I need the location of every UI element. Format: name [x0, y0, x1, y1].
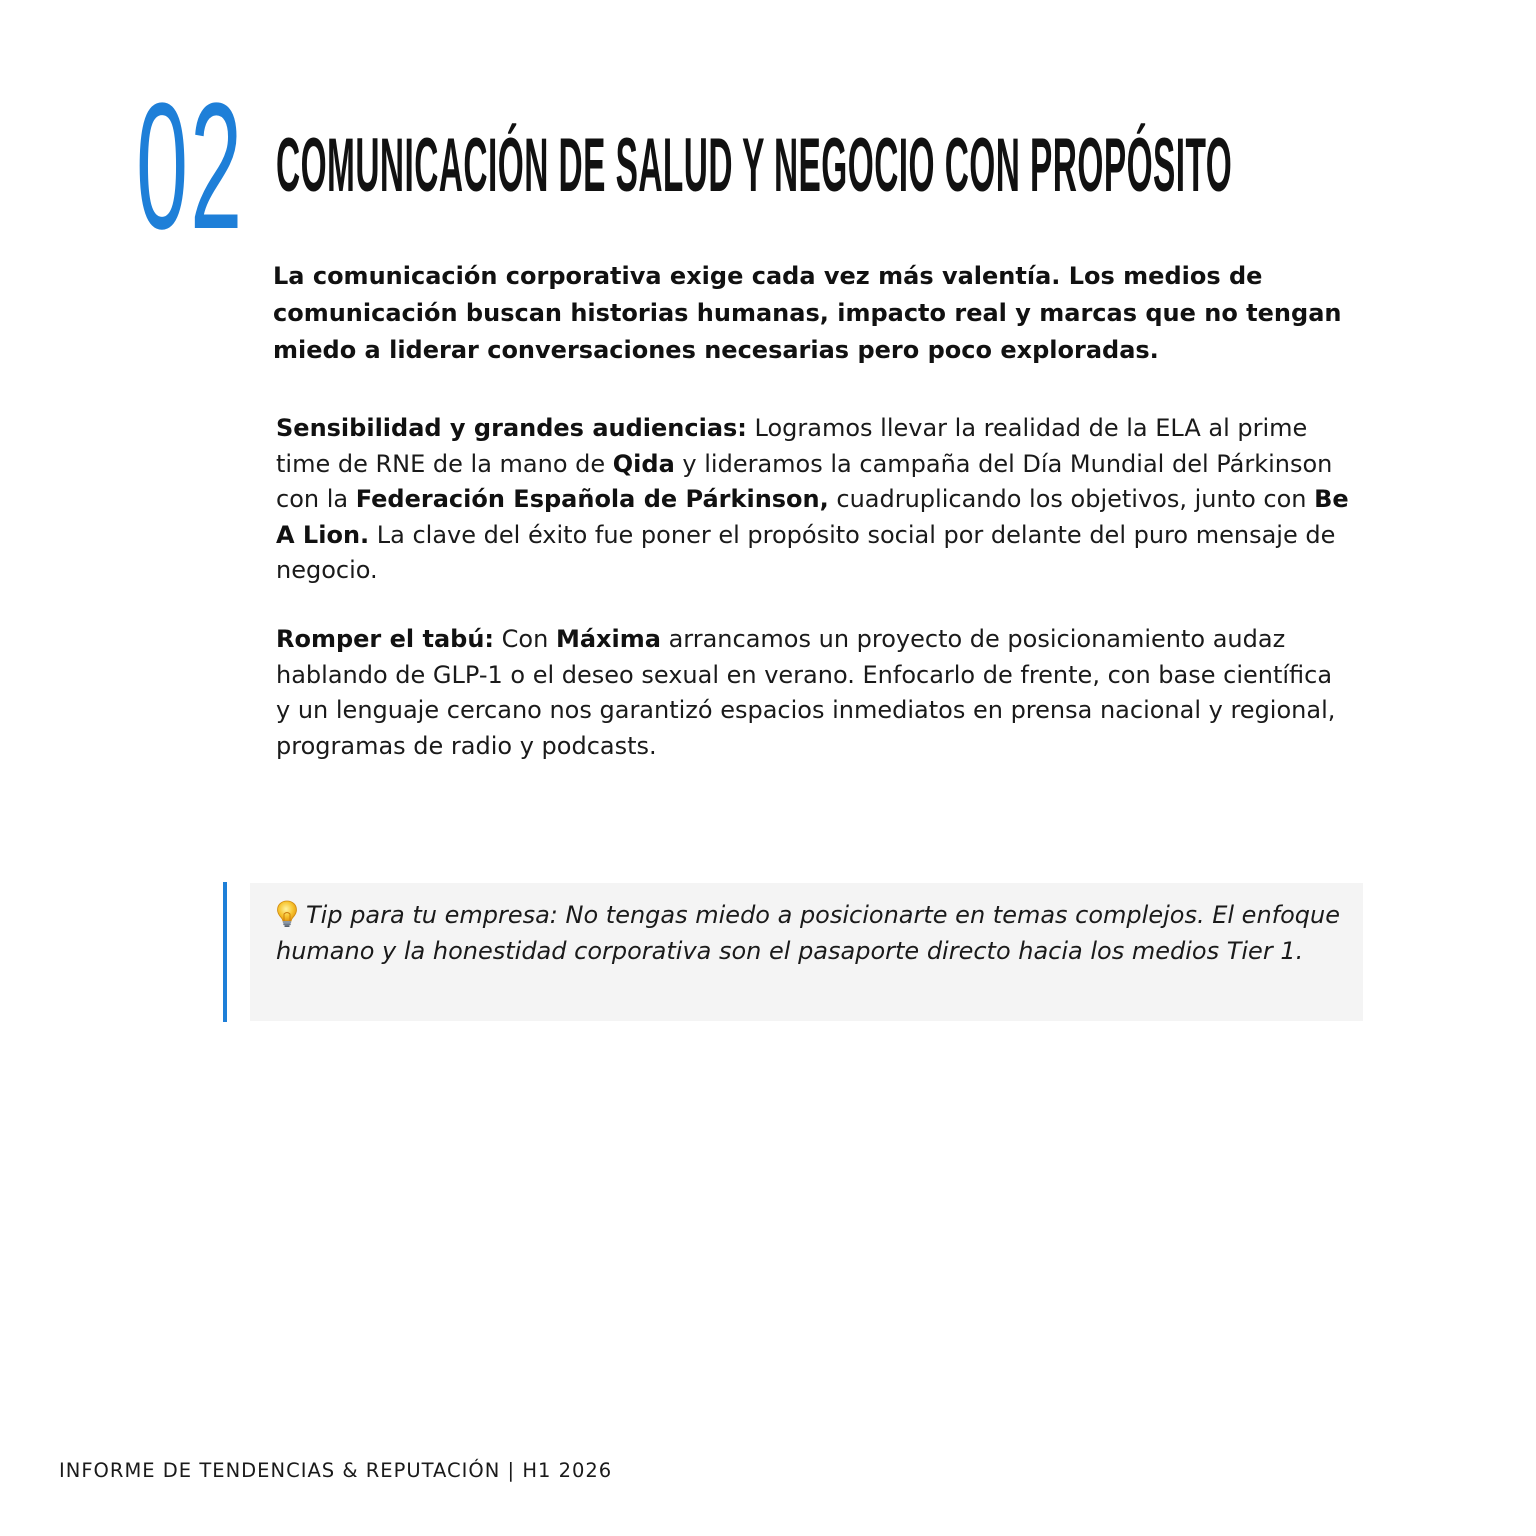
brand-be-a-lion: Be A Lion. — [276, 485, 1349, 549]
paragraph-text: Logramos llevar la realidad de la ELA al prime time de RNE de la mano de — [276, 414, 1308, 478]
section-title: COMUNICACIÓN DE SALUD Y NEGOCIO CON PROPÓSITO — [276, 123, 1233, 208]
tip-accent-bar — [223, 882, 227, 1022]
paragraph-text: arrancamos un proyecto de posicionamiento audaz hablando de GLP-1 o el deseo sexual en verano. Enfocarlo de frente, con base científica y un lenguaje cercano nos garantizó espacios inmediatos en prensa nacional y regional, programas de radio y podcasts. — [276, 625, 1336, 760]
footer-report-label: INFORME DE TENDENCIAS & REPUTACIÓN | H1 2026 — [59, 1459, 613, 1482]
paragraph-heading: Romper el tabú: — [276, 625, 495, 653]
paragraph-text: La clave del éxito fue poner el propósito social por delante del puro mensaje de negocio. — [276, 520, 1336, 584]
section-number: 02 — [136, 66, 245, 267]
tip-text — [276, 898, 1346, 969]
tip-text-content: Tip para tu empresa: No tengas miedo a posicionarte en temas complejos. El enfoque humano y la honestidad corporativa son el pasaporte directo hacia los medios Tier 1. — [276, 901, 1340, 965]
lead-paragraph: La comunicación corporativa exige cada vez más valentía. Los medios de comunicación buscan historias humanas, impacto real y marcas que no tengan miedo a liderar conversaciones necesarias pero poco exploradas. — [273, 262, 1342, 364]
paragraph-heading: Sensibilidad y grandes audiencias: — [276, 414, 747, 442]
paragraph-sensibilidad — [276, 411, 1351, 589]
paragraph-text: y lideramos la campaña del Día Mundial del Párkinson con la — [276, 449, 1333, 513]
paragraph-text: Con — [494, 625, 556, 653]
brand-federacion-parkinson: Federación Española de Párkinson, — [355, 485, 829, 513]
paragraph-romper-tabu — [276, 622, 1351, 764]
brand-qida: Qida — [612, 449, 675, 478]
brand-maxima: Máxima — [555, 625, 661, 653]
lightbulb-icon — [276, 900, 298, 928]
paragraph-text: cuadruplicando los objetivos, junto con — [828, 485, 1315, 513]
